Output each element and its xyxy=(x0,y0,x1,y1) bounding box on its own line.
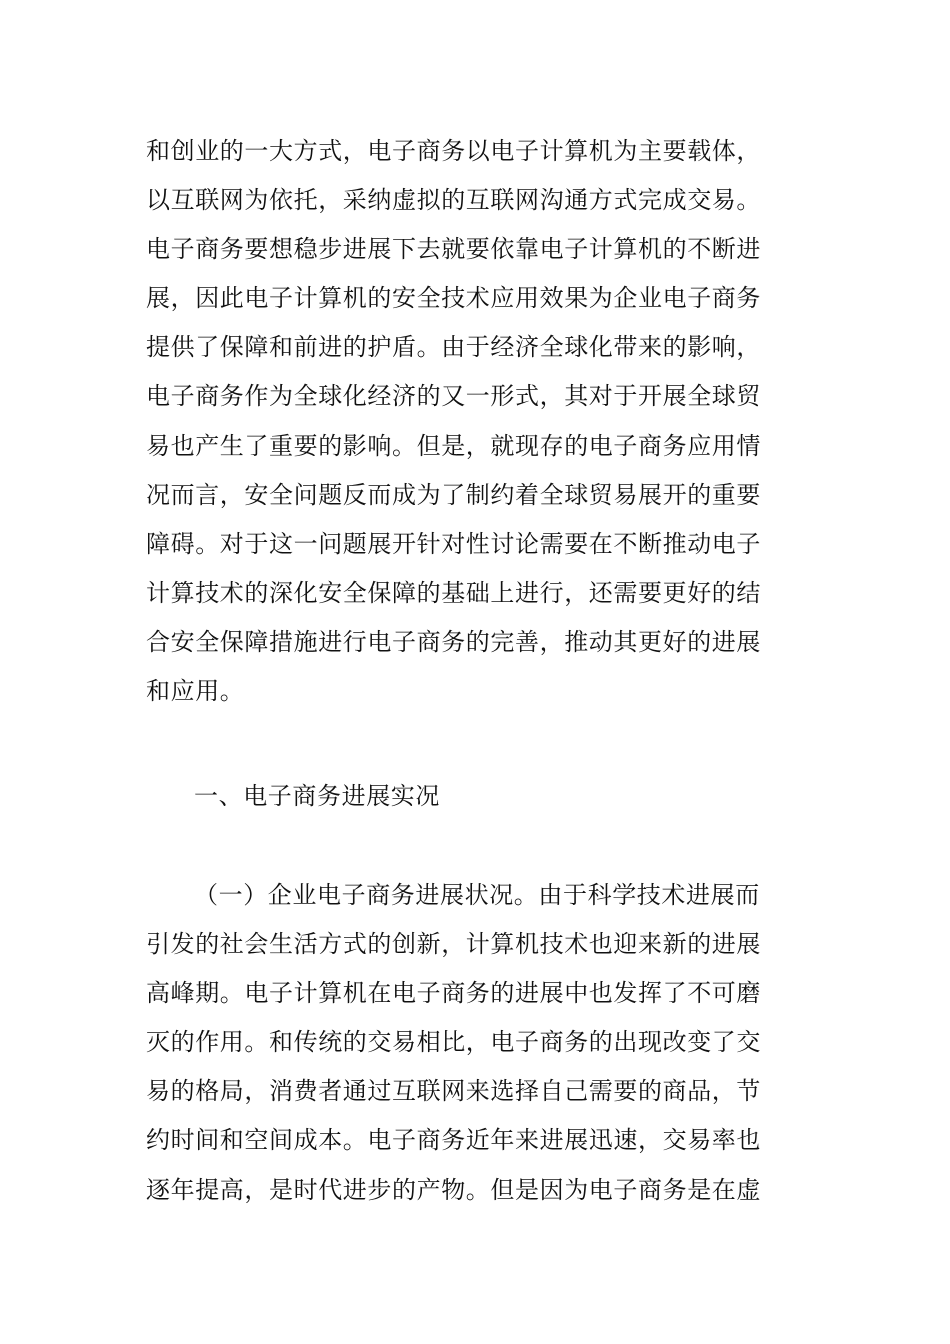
paragraph-line: 逐年提高，是时代进步的产物。但是因为电子商务是在虚 xyxy=(146,1175,761,1204)
paragraph-line: 合安全保障措施进行电子商务的完善，推动其更好的进展 xyxy=(146,627,761,656)
paragraph-line: 电子商务要想稳步进展下去就要依靠电子计算机的不断进 xyxy=(146,235,761,264)
paragraph-line: 和应用。 xyxy=(146,677,245,706)
paragraph-line: 况而言，安全问题反而成为了制约着全球贸易展开的重要 xyxy=(146,480,761,509)
paragraph-line: 电子商务作为全球化经济的又一形式，其对于开展全球贸 xyxy=(146,382,761,411)
paragraph-line: （一）企业电子商务进展状况。由于科学技术进展而 xyxy=(194,881,760,909)
paragraph-line: 易的格局，消费者通过互联网来选择自己需要的商品，节 xyxy=(146,1077,761,1106)
paragraph-line: 计算技术的深化安全保障的基础上进行，还需要更好的结 xyxy=(146,578,761,607)
paragraph-2 xyxy=(146,871,806,1215)
paragraph-line: 约时间和空间成本。电子商务近年来进展迅速，交易率也 xyxy=(146,1126,761,1155)
paragraph-line: 和创业的一大方式，电子商务以电子计算机为主要载体， xyxy=(146,137,761,165)
paragraph-line: 展，因此电子计算机的安全技术应用效果为企业电子商务 xyxy=(146,284,761,313)
paragraph-line: 以互联网为依托，采纳虚拟的互联网沟通方式完成交易。 xyxy=(146,186,761,215)
paragraph-line: 易也产生了重要的影响。但是，就现存的电子商务应用情 xyxy=(146,431,761,460)
section-heading xyxy=(194,772,854,821)
paragraph-line: 提供了保障和前进的护盾。由于经济全球化带来的影响， xyxy=(146,333,761,362)
paragraph-line: 障碍。对于这一问题展开针对性讨论需要在不断推动电子 xyxy=(146,529,761,558)
paragraph-1 xyxy=(146,127,806,716)
paragraph-line: 高峰期。电子计算机在电子商务的进展中也发挥了不可磨 xyxy=(146,979,761,1008)
paragraph-line: 灭的作用。和传统的交易相比，电子商务的出现改变了交 xyxy=(146,1028,761,1057)
section-heading-text: 一、电子商务进展实况 xyxy=(194,782,440,810)
paragraph-line: 引发的社会生活方式的创新，计算机技术也迎来新的进展 xyxy=(146,930,761,959)
